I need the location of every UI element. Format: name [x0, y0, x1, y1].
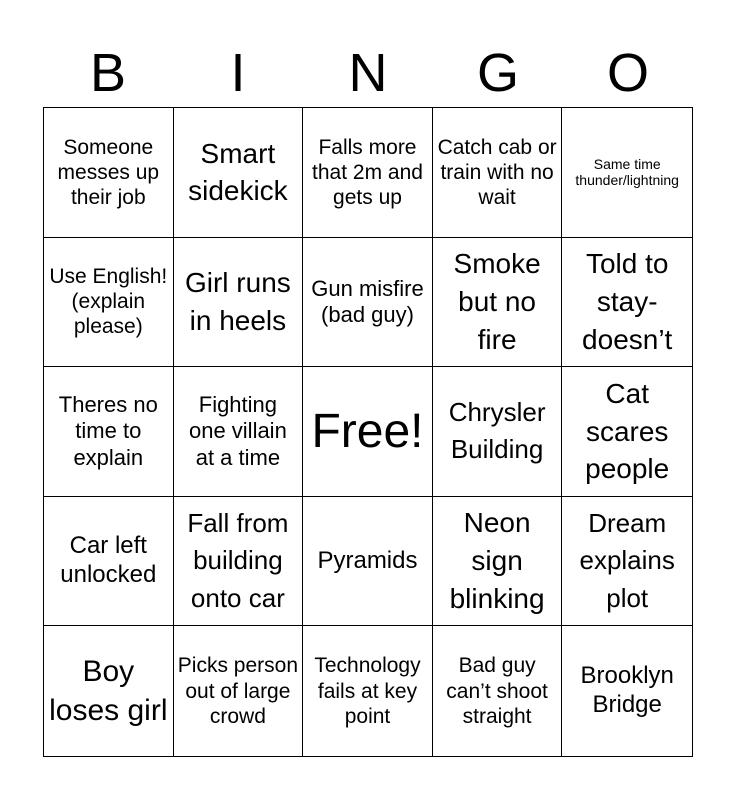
header-letter-n: N [348, 43, 388, 103]
header-letter-o: O [606, 43, 649, 103]
bingo-card-grid [43, 107, 693, 757]
bingo-cell[interactable]: Picks person out of large crowd [174, 626, 304, 756]
header-letter-i: I [230, 43, 246, 103]
bingo-cell[interactable]: Bad guy can’t shoot straight [433, 626, 563, 756]
free-space-cell[interactable]: Free! [303, 367, 433, 497]
bingo-cell[interactable]: Technology fails at key point [303, 626, 433, 756]
bingo-cell[interactable]: Cat scares people [562, 367, 692, 497]
bingo-cell[interactable]: Brooklyn Bridge [580, 662, 674, 719]
bingo-cell[interactable]: Fall from building onto car [174, 497, 304, 627]
header-letter-g: G [476, 43, 519, 103]
bingo-cell[interactable]: Girl runs in heels [174, 238, 304, 368]
bingo-header [43, 42, 693, 104]
bingo-cell[interactable]: Boy loses girl [44, 626, 174, 756]
bingo-cell[interactable]: Pyramids [303, 497, 433, 627]
bingo-cell[interactable]: Same time thunder/lightning [562, 108, 692, 238]
bingo-cell[interactable]: Theres no time to explain [44, 367, 174, 497]
bingo-cell[interactable]: Told to stay- doesn’t [562, 238, 692, 368]
bingo-cell[interactable]: Use English! (explain please) [44, 238, 174, 368]
bingo-cell[interactable]: Smart sidekick [174, 108, 304, 238]
bingo-cell[interactable]: Gun misfire (bad guy) [303, 238, 433, 368]
bingo-cell[interactable]: Dream explains plot [562, 497, 692, 627]
header-letter-b: B [89, 43, 127, 103]
bingo-cell[interactable]: Smoke but no fire [433, 238, 563, 368]
bingo-cell[interactable]: Neon sign blinking [433, 497, 563, 627]
bingo-cell[interactable]: Chrysler Building [433, 367, 563, 497]
bingo-cell[interactable]: Catch cab or train with no wait [433, 108, 563, 238]
bingo-cell[interactable]: Someone messes up their job [44, 108, 174, 238]
bingo-cell[interactable]: Car left unlocked [44, 497, 174, 627]
bingo-cell[interactable]: Falls more that 2m and gets up [303, 108, 433, 238]
bingo-cell[interactable]: Fighting one villain at a time [174, 367, 304, 497]
